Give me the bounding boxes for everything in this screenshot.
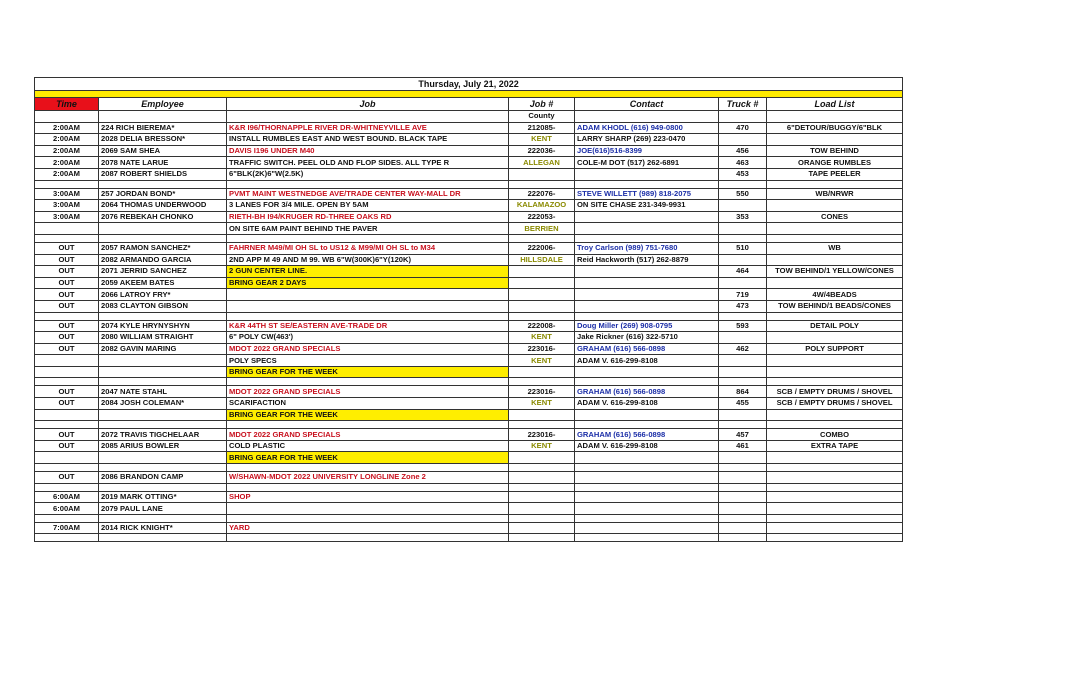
jobno-cell: 222006- [509,242,575,254]
time-cell: OUT [35,289,99,301]
contact-cell [575,522,719,534]
load-cell [767,277,903,289]
contact-cell [575,277,719,289]
time-cell: OUT [35,320,99,332]
load-cell: TOW BEHIND/1 BEADS/CONES [767,300,903,312]
truck-cell [719,522,767,534]
contact-cell [575,289,719,301]
contact-cell: ADAM KHODL (616) 949-0800 [575,122,719,134]
job-cell: DAVIS I196 UNDER M40 [227,145,509,157]
job-cell: POLY SPECS [227,355,509,367]
time-cell [35,355,99,367]
table-row [35,223,903,235]
truck-cell: 463 [719,157,767,169]
time-cell: 6:00AM [35,503,99,515]
time-cell: OUT [35,386,99,398]
load-cell: 6"DETOUR/BUGGY/6"BLK [767,122,903,134]
employee-cell: 2086 BRANDON CAMP [99,472,227,484]
jobno-cell: HILLSDALE [509,254,575,266]
load-cell [767,254,903,266]
contact-cell [575,409,719,421]
truck-cell [719,254,767,266]
contact-cell: GRAHAM (616) 566-0898 [575,429,719,441]
jobno-cell: KENT [509,134,575,146]
employee-cell: 2074 KYLE HRYNYSHYN [99,320,227,332]
job-cell: BRING GEAR FOR THE WEEK [227,366,509,378]
table-row [35,211,903,223]
truck-cell [719,223,767,235]
truck-cell: 462 [719,343,767,355]
jobno-cell: KENT [509,398,575,410]
table-row [35,122,903,134]
contact-cell: GRAHAM (616) 566-0898 [575,386,719,398]
contact-cell: STEVE WILLETT (989) 818-2075 [575,188,719,200]
job-cell: TRAFFIC SWITCH. PEEL OLD AND FLOP SIDES. ALL TYPE R [227,157,509,169]
truck-cell [719,452,767,464]
schedule-sheet [34,77,902,542]
contact-cell: COLE-M DOT (517) 262-6891 [575,157,719,169]
time-cell: OUT [35,266,99,278]
truck-cell: 464 [719,266,767,278]
job-cell: 2ND APP M 49 AND M 99. WB 6"W(300K)6"Y(120K) [227,254,509,266]
load-cell: SCB / EMPTY DRUMS / SHOVEL [767,386,903,398]
contact-cell [575,503,719,515]
load-cell: EXTRA TAPE [767,440,903,452]
jobno-cell: 223016- [509,386,575,398]
truck-cell: 593 [719,320,767,332]
load-cell: ORANGE RUMBLES [767,157,903,169]
jobno-cell: KALAMAZOO [509,200,575,212]
table-row [35,398,903,410]
header-truck: Truck # [719,98,767,111]
jobno-cell: 223016- [509,429,575,441]
load-cell [767,355,903,367]
employee-cell: 2057 RAMON SANCHEZ* [99,242,227,254]
employee-cell: 224 RICH BIEREMA* [99,122,227,134]
truck-cell: 455 [719,398,767,410]
job-cell: SCARIFACTION [227,398,509,410]
employee-cell: 2076 REBEKAH CHONKO [99,211,227,223]
employee-cell: 2059 AKEEM BATES [99,277,227,289]
time-cell [35,223,99,235]
job-cell: 2 GUN CENTER LINE. [227,266,509,278]
header-contact: Contact [575,98,719,111]
jobno-cell: 222008- [509,320,575,332]
job-cell: BRING GEAR FOR THE WEEK [227,452,509,464]
load-cell: TOW BEHIND/1 YELLOW/CONES [767,266,903,278]
job-cell [227,289,509,301]
contact-cell: Troy Carlson (989) 751-7680 [575,242,719,254]
truck-cell: 864 [719,386,767,398]
truck-cell: 456 [719,145,767,157]
employee-cell: 2079 PAUL LANE [99,503,227,515]
job-cell: BRING GEAR FOR THE WEEK [227,409,509,421]
spacer-row [35,464,903,472]
contact-cell: Jake Rickner (616) 322-5710 [575,332,719,344]
job-cell: 6" POLY CW(463') [227,332,509,344]
time-cell: 2:00AM [35,168,99,180]
jobno-cell: ALLEGAN [509,157,575,169]
employee-cell: 2071 JERRID SANCHEZ [99,266,227,278]
county-label: County [509,111,575,123]
employee-cell: 2082 ARMANDO GARCIA [99,254,227,266]
time-cell: OUT [35,472,99,484]
employee-cell: 2087 ROBERT SHIELDS [99,168,227,180]
contact-cell [575,300,719,312]
time-cell: OUT [35,343,99,355]
header-job: Job [227,98,509,111]
job-cell: INSTALL RUMBLES EAST AND WEST BOUND. BLACK TAPE [227,134,509,146]
jobno-cell [509,266,575,278]
employee-cell [99,409,227,421]
job-cell: 6"BLK(2K)6"W(2.5K) [227,168,509,180]
spacer-row [35,421,903,429]
header-row [35,98,903,111]
employee-cell [99,366,227,378]
spacer-row [35,534,903,542]
contact-cell: Reid Hackworth (517) 262-8879 [575,254,719,266]
job-cell: 3 LANES FOR 3/4 MILE. OPEN BY 5AM [227,200,509,212]
table-row [35,503,903,515]
header-employee: Employee [99,98,227,111]
job-cell: MDOT 2022 GRAND SPECIALS [227,386,509,398]
load-cell [767,332,903,344]
employee-cell: 2078 NATE LARUE [99,157,227,169]
contact-cell [575,491,719,503]
employee-cell: 2072 TRAVIS TIGCHELAAR [99,429,227,441]
jobno-cell: 222036- [509,145,575,157]
employee-cell: 2080 WILLIAM STRAIGHT [99,332,227,344]
time-cell: OUT [35,332,99,344]
employee-cell: 2066 LATROY FRY* [99,289,227,301]
job-cell: FAHRNER M49/MI OH SL to US12 & M99/MI OH SL to M34 [227,242,509,254]
load-cell [767,409,903,421]
employee-cell: 2084 JOSH COLEMAN* [99,398,227,410]
truck-cell [719,409,767,421]
yellow-band [35,91,903,98]
job-cell: MDOT 2022 GRAND SPECIALS [227,429,509,441]
time-cell: 3:00AM [35,211,99,223]
table-row [35,254,903,266]
job-cell: PVMT MAINT WESTNEDGE AVE/TRADE CENTER WAY-MALL DR [227,188,509,200]
time-cell: OUT [35,440,99,452]
employee-cell: 2083 CLAYTON GIBSON [99,300,227,312]
truck-cell: 719 [719,289,767,301]
jobno-cell [509,277,575,289]
table-row [35,355,903,367]
truck-cell [719,332,767,344]
job-cell: ON SITE 6AM PAINT BEHIND THE PAVER [227,223,509,235]
truck-cell: 453 [719,168,767,180]
truck-cell [719,277,767,289]
job-cell: YARD [227,522,509,534]
jobno-cell: 212085- [509,122,575,134]
time-cell [35,452,99,464]
table-row [35,452,903,464]
time-cell [35,409,99,421]
load-cell: COMBO [767,429,903,441]
jobno-cell [509,409,575,421]
table-row [35,429,903,441]
time-cell: 2:00AM [35,134,99,146]
employee-cell [99,452,227,464]
contact-cell [575,472,719,484]
time-cell: OUT [35,277,99,289]
spacer-row [35,514,903,522]
table-row [35,472,903,484]
truck-cell [719,491,767,503]
time-cell: OUT [35,254,99,266]
spacer-row [35,483,903,491]
load-cell: DETAIL POLY [767,320,903,332]
employee-cell: 2028 DELIA BRESSON* [99,134,227,146]
contact-cell: GRAHAM (616) 566-0898 [575,343,719,355]
truck-cell: 510 [719,242,767,254]
contact-cell: ON SITE CHASE 231-349-9931 [575,200,719,212]
contact-cell [575,211,719,223]
employee-cell: 2047 NATE STAHL [99,386,227,398]
header-load: Load List [767,98,903,111]
truck-cell: 470 [719,122,767,134]
jobno-cell [509,472,575,484]
contact-cell: ADAM V. 616-299-8108 [575,440,719,452]
table-row [35,332,903,344]
time-cell: 7:00AM [35,522,99,534]
truck-cell [719,200,767,212]
job-cell: BRING GEAR 2 DAYS [227,277,509,289]
header-time: Time [35,98,99,111]
load-cell [767,522,903,534]
load-cell: SCB / EMPTY DRUMS / SHOVEL [767,398,903,410]
contact-cell [575,266,719,278]
time-cell: 3:00AM [35,188,99,200]
truck-cell: 550 [719,188,767,200]
employee-cell: 2082 GAVIN MARING [99,343,227,355]
spacer-row [35,378,903,386]
employee-cell: 2014 RICK KNIGHT* [99,522,227,534]
load-cell [767,366,903,378]
contact-cell [575,366,719,378]
job-cell: MDOT 2022 GRAND SPECIALS [227,343,509,355]
job-cell: SHOP [227,491,509,503]
load-cell: TOW BEHIND [767,145,903,157]
sheet-title: Thursday, July 21, 2022 [35,78,903,91]
header-jobno: Job # [509,98,575,111]
load-cell: POLY SUPPORT [767,343,903,355]
table-row [35,200,903,212]
jobno-cell: BERRIEN [509,223,575,235]
load-cell [767,472,903,484]
contact-cell: JOE(616)516-8399 [575,145,719,157]
load-cell [767,134,903,146]
table-row [35,168,903,180]
time-cell: 2:00AM [35,157,99,169]
time-cell: 3:00AM [35,200,99,212]
employee-cell: 2064 THOMAS UNDERWOOD [99,200,227,212]
truck-cell [719,472,767,484]
spacer-row [35,180,903,188]
table-row [35,266,903,278]
contact-cell [575,452,719,464]
employee-cell [99,355,227,367]
time-cell: 2:00AM [35,145,99,157]
jobno-cell [509,503,575,515]
truck-cell: 353 [719,211,767,223]
truck-cell: 473 [719,300,767,312]
contact-cell: Doug Miller (269) 908-0795 [575,320,719,332]
jobno-cell: 222053- [509,211,575,223]
table-row [35,277,903,289]
jobno-cell [509,522,575,534]
load-cell: WB [767,242,903,254]
time-cell: OUT [35,398,99,410]
contact-cell [575,168,719,180]
time-cell: OUT [35,242,99,254]
spacer-row [35,234,903,242]
job-cell: RIETH-BH I94/KRUGER RD-THREE OAKS RD [227,211,509,223]
table-row [35,320,903,332]
load-cell [767,223,903,235]
load-cell [767,452,903,464]
load-cell [767,491,903,503]
table-row [35,242,903,254]
truck-cell [719,134,767,146]
time-cell: OUT [35,429,99,441]
jobno-cell: KENT [509,355,575,367]
table-row [35,386,903,398]
load-cell: TAPE PEELER [767,168,903,180]
load-cell: CONES [767,211,903,223]
time-cell: 2:00AM [35,122,99,134]
truck-cell [719,503,767,515]
jobno-cell [509,300,575,312]
time-cell: 6:00AM [35,491,99,503]
jobno-cell [509,491,575,503]
table-row [35,366,903,378]
job-cell: K&R I96/THORNAPPLE RIVER DR-WHITNEYVILLE AVE [227,122,509,134]
table-row [35,145,903,157]
contact-cell: ADAM V. 616-299-8108 [575,398,719,410]
schedule-body [35,122,903,542]
table-row [35,491,903,503]
job-cell: K&R 44TH ST SE/EASTERN AVE-TRADE DR [227,320,509,332]
jobno-cell: KENT [509,332,575,344]
jobno-cell [509,168,575,180]
jobno-cell [509,289,575,301]
truck-cell [719,355,767,367]
table-row [35,289,903,301]
table-row [35,409,903,421]
load-cell: WB/NRWR [767,188,903,200]
job-cell [227,300,509,312]
jobno-cell [509,452,575,464]
time-cell: OUT [35,300,99,312]
truck-cell: 457 [719,429,767,441]
table-row [35,440,903,452]
table-row [35,522,903,534]
jobno-cell: KENT [509,440,575,452]
contact-cell [575,223,719,235]
spacer-row [35,312,903,320]
table-row [35,188,903,200]
contact-cell: ADAM V. 616-299-8108 [575,355,719,367]
employee-cell: 2019 MARK OTTING* [99,491,227,503]
employee-cell [99,223,227,235]
time-cell [35,366,99,378]
table-row [35,157,903,169]
truck-cell [719,366,767,378]
job-cell: W/SHAWN-MDOT 2022 UNIVERSITY LONGLINE Zone 2 [227,472,509,484]
table-row [35,300,903,312]
jobno-cell [509,366,575,378]
jobno-cell: 223016- [509,343,575,355]
truck-cell: 461 [719,440,767,452]
schedule-table [34,77,903,542]
employee-cell: 2069 SAM SHEA [99,145,227,157]
job-cell [227,503,509,515]
load-cell [767,503,903,515]
table-row [35,343,903,355]
job-cell: COLD PLASTIC [227,440,509,452]
load-cell: 4W/4BEADS [767,289,903,301]
employee-cell: 257 JORDAN BOND* [99,188,227,200]
employee-cell: 2085 ARIUS BOWLER [99,440,227,452]
county-row [35,111,903,123]
jobno-cell: 222076- [509,188,575,200]
load-cell [767,200,903,212]
contact-cell: LARRY SHARP (269) 223-0470 [575,134,719,146]
table-row [35,134,903,146]
